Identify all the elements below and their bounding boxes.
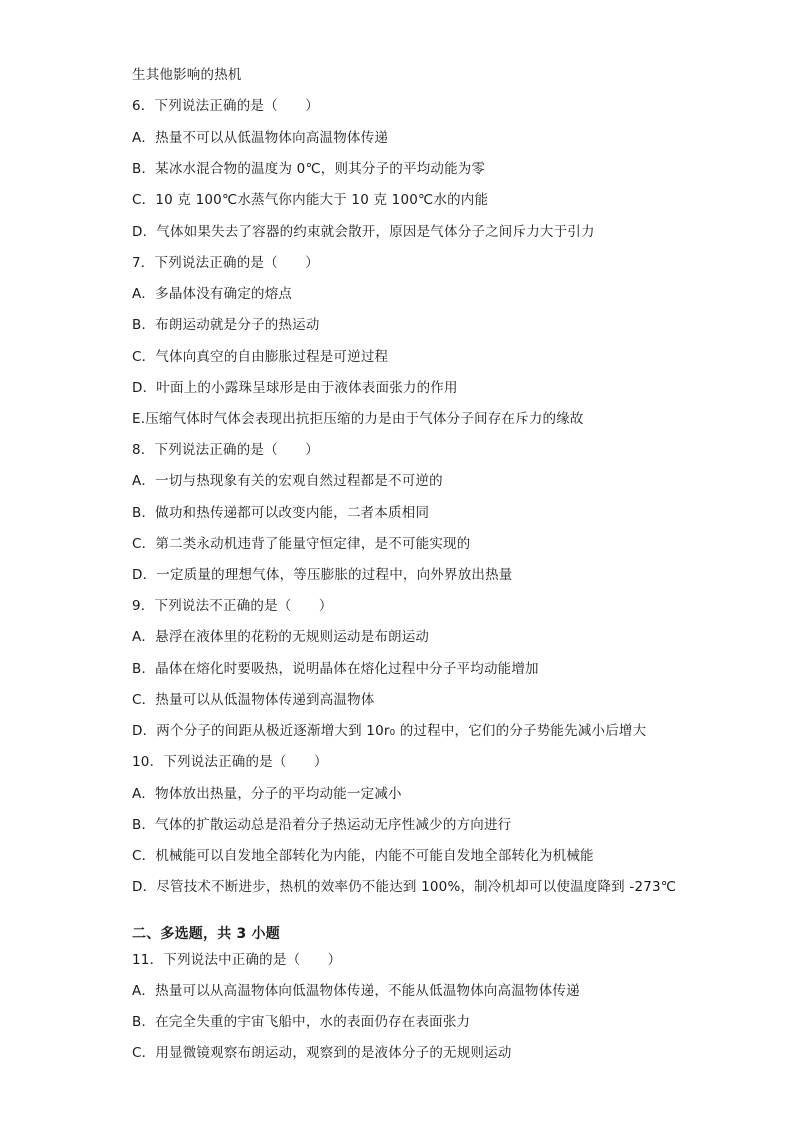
question-10-option-d: D．尽管技术不断进步，热机的效率仍不能达到 100%，制冷机却可以使温度降到 -273℃ — [132, 879, 677, 895]
question-10-option-a: A．物体放出热量，分子的平均动能一定减小 — [132, 786, 402, 802]
question-10-stem: 10．下列说法正确的是（ ） — [132, 754, 328, 770]
question-8-stem: 8．下列说法正确的是（ ） — [132, 442, 319, 458]
question-6-stem: 6．下列说法正确的是（ ） — [132, 98, 319, 114]
question-8-option-a: A．一切与热现象有关的宏观自然过程都是不可逆的 — [132, 473, 443, 489]
section-title-multiple-choice: 二、多选题，共 3 小题 — [132, 926, 280, 942]
question-7-option-c: C．气体向真空的自由膨胀过程是可逆过程 — [132, 349, 389, 365]
question-6-option-d: D．气体如果失去了容器的约束就会散开，原因是气体分子之间斥力大于引力 — [132, 224, 595, 240]
question-6-option-c: C．10 克 100℃水蒸气你内能大于 10 克 100℃水的内能 — [132, 192, 489, 208]
question-7-option-d: D．叶面上的小露珠呈球形是由于液体表面张力的作用 — [132, 380, 458, 396]
question-7-option-a: A．多晶体没有确定的熔点 — [132, 286, 293, 302]
question-9-option-d: D．两个分子的间距从极近逐渐增大到 10r₀ 的过程中，它们的分子势能先减小后增大 — [132, 723, 647, 739]
question-11-option-b: B．在完全失重的宇宙飞船中，水的表面仍存在表面张力 — [132, 1014, 471, 1030]
question-7-stem: 7．下列说法正确的是（ ） — [132, 255, 319, 271]
question-8-option-d: D．一定质量的理想气体，等压膨胀的过程中，向外界放出热量 — [132, 567, 513, 583]
question-9-option-c: C．热量可以从低温物体传递到高温物体 — [132, 692, 375, 708]
question-10-option-b: B．气体的扩散运动总是沿着分子热运动无序性减少的方向进行 — [132, 817, 512, 833]
question-6-option-b: B．某冰水混合物的温度为 0℃，则其分子的平均动能为零 — [132, 161, 486, 177]
text-line-continuation: 生其他影响的热机 — [132, 67, 242, 83]
question-8-option-b: B．做功和热传递都可以改变内能，二者本质相同 — [132, 505, 430, 521]
question-11-option-c: C．用显微镜观察布朗运动，观察到的是液体分子的无规则运动 — [132, 1045, 512, 1061]
question-6-option-a: A．热量不可以从低温物体向高温物体传递 — [132, 130, 389, 146]
question-9-option-b: B．晶体在熔化时要吸热，说明晶体在熔化过程中分子平均动能增加 — [132, 661, 539, 677]
question-9-stem: 9．下列说法不正确的是（ ） — [132, 598, 333, 614]
question-10-option-c: C．机械能可以自发地全部转化为内能，内能不可能自发地全部转化为机械能 — [132, 848, 594, 864]
question-9-option-a: A．悬浮在液体里的花粉的无规则运动是布朗运动 — [132, 629, 430, 645]
question-11-option-a: A．热量可以从高温物体向低温物体传递，不能从低温物体向高温物体传递 — [132, 983, 580, 999]
question-8-option-c: C．第二类永动机违背了能量守恒定律，是不可能实现的 — [132, 536, 471, 552]
question-11-stem: 11．下列说法中正确的是（ ） — [132, 952, 342, 968]
question-7-option-e: E.压缩气体时气体会表现出抗拒压缩的力是由于气体分子间存在斥力的缘故 — [132, 411, 584, 427]
question-7-option-b: B．布朗运动就是分子的热运动 — [132, 317, 320, 333]
